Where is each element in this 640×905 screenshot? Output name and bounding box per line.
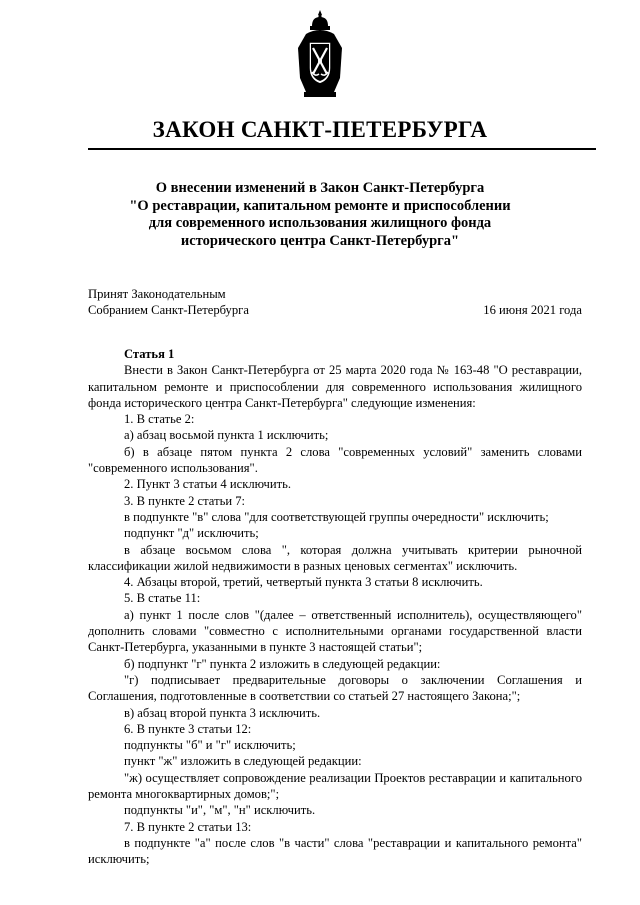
coat-of-arms-icon [292,8,348,100]
article-body [88,346,582,868]
paragraph: 5. В статье 11: [124,591,201,606]
paragraph: пункт "ж" изложить в следующей редакции: [124,754,362,769]
paragraph: 2. Пункт 3 статьи 4 исключить. [124,477,291,492]
paragraph: а) пункт 1 после слов "(далее – ответственный исполнитель), осуществляющего" дополнить словами "совместно с исполнительными органами государственной власти Санкт-Петербурга, указанными в пункте 3 настоящей статьи"; [88,607,582,655]
adoption-date: 16 июня 2021 года [483,303,582,317]
paragraph: 7. В пункте 2 статьи 13: [124,819,252,834]
adoption-line: Собранием Санкт-Петербурга [88,303,249,317]
title-underline [88,148,596,150]
paragraph: подпункты "б" и "г" исключить; [124,738,296,753]
subtitle-line: для современного использования жилищного фонда [148,215,492,231]
subtitle-line: "О реставрации, капитальном ремонте и приспособлении [129,197,511,214]
paragraph: "г) подписывает предварительные договоры о заключении Соглашения и Соглашения, подготовленные в соответствии со статьей 27 настоящего Закона;"; [88,672,582,704]
paragraph: 3. В пункте 2 статьи 7: [124,493,245,508]
paragraph: в подпункте "а" после слов "в части" слова "реставрации и капитального ремонта" исключить; [88,835,582,867]
paragraph: 1. В статье 2: [124,412,195,427]
paragraph: в абзаце восьмом слова ", которая должна учитывать критерии рыночной классификации жилой недвижимости в разных ценовых сегментах" исключить. [88,542,582,573]
paragraph: 6. В пункте 3 статьи 12: [124,721,252,736]
adoption-statement [88,286,249,318]
paragraph: в подпункте "в" слова "для соответствующей группы очередности" исключить; [124,509,549,524]
adoption-line: Принят Законодательным [88,287,226,301]
paragraph: "ж) осуществляет сопровождение реализации Проектов реставрации и капитального ремонта многоквартирных домов;"; [88,770,582,802]
paragraph: подпункты "и", "м", "н" исключить. [124,803,316,818]
paragraph: в) абзац второй пункта 3 исключить. [124,705,321,720]
article-title: Статья 1 [124,347,175,361]
subtitle-line: исторического центра Санкт-Петербурга" [180,232,460,249]
paragraph: Внести в Закон Санкт-Петербурга от 25 марта 2020 года № 163-48 "О реставрации, капитальном ремонте и приспособлении для современного использования жилищного фонда исторического центра Санкт-Петербурга" следующие изменения: [88,363,582,410]
paragraph: 4. Абзацы второй, третий, четвертый пункта 3 статьи 8 исключить. [124,575,483,590]
paragraph: б) в абзаце пятом пункта 2 слова "современных условий" заменить словами "современного использования". [88,444,582,476]
law-subtitle [0,180,640,250]
paragraph: б) подпункт "г" пункта 2 изложить в следующей редакции: [124,656,441,671]
paragraph: подпункт "д" исключить; [124,526,259,541]
paragraph: а) абзац восьмой пункта 1 исключить; [124,428,329,443]
law-title: ЗАКОН САНКТ-ПЕТЕРБУРГА [152,117,488,142]
subtitle-line: О внесении изменений в Закон Санкт-Петербурга [155,180,485,196]
